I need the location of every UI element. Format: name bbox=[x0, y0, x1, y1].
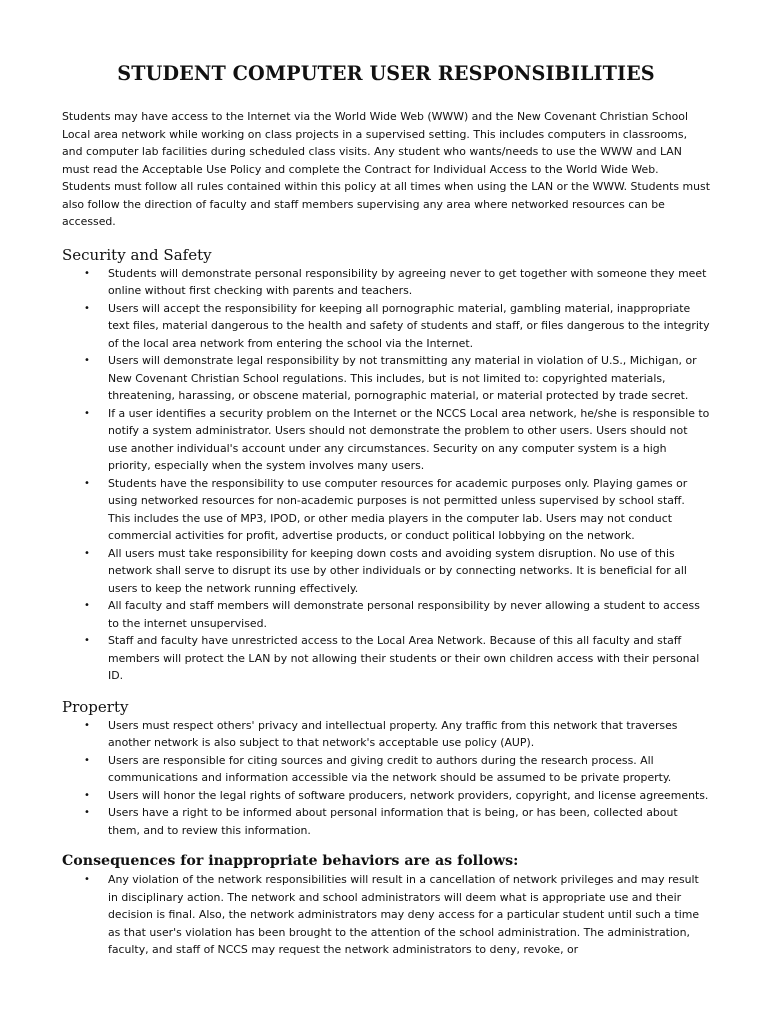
list-item bbox=[62, 597, 710, 632]
list-item-text: If a user identifies a security problem on the Internet or the NCCS Local area network, he/she is responsible to notify a system administrator. Users should not demonstrate the problem to other users. Users should not use another individual's account under any circumstances. Security on any computer system is a high priority, especially when the system involves many users. bbox=[108, 406, 710, 472]
bullet-list bbox=[62, 871, 710, 959]
bullet-icon: • bbox=[84, 267, 90, 279]
list-item bbox=[62, 804, 710, 839]
list-item-text: Users will accept the responsibility for keeping all pornographic material, gambling material, inappropriate text files, material dangerous to the health and safety of students and staff, or files dangerous to the integrity of the local area network from entering the school via the Internet. bbox=[108, 301, 710, 350]
list-item bbox=[62, 632, 710, 685]
list-item bbox=[62, 871, 710, 959]
section-heading: Property bbox=[62, 697, 129, 716]
list-item-text: Students will demonstrate personal responsibility by agreeing never to get together with someone they meet online without first checking with parents and teachers. bbox=[108, 266, 707, 297]
list-item-text: Users have a right to be informed about personal information that is being, or has been, collected about them, and to review this information. bbox=[108, 806, 678, 837]
section-consequences bbox=[62, 851, 710, 959]
bullet-icon: • bbox=[84, 754, 90, 766]
list-item-text: All faculty and staff members will demonstrate personal responsibility by never allowing a student to access to the internet unsupervised. bbox=[108, 599, 700, 630]
section-property bbox=[62, 697, 710, 840]
section-security-and-safety bbox=[62, 245, 710, 685]
bullet-icon: • bbox=[84, 302, 90, 314]
list-item-text: Any violation of the network responsibilities will result in a cancellation of network privileges and may result in disciplinary action. The network and school administrators will deem what is appropriate use and their decision is final. Also, the network administrators may deny access for a particular student until such a time as that user's violation has been brought to the attention of the school administration. The administration, faculty, and staff of NCCS may request the network administrators to deny, revoke, or bbox=[108, 873, 700, 956]
list-item-text: Users are responsible for citing sources and giving credit to authors during the research process. All communications and information accessible via the network should be assumed to be private property. bbox=[108, 753, 672, 784]
list-item bbox=[62, 405, 710, 475]
bullet-list bbox=[62, 717, 710, 840]
section-heading: Consequences for inappropriate behaviors are as follows: bbox=[62, 853, 519, 869]
list-item-text: Students have the responsibility to use computer resources for academic purposes only. Playing games or using networked resources for non-academic purposes is not permitted unless supervised by school staff. This includes the use of MP3, IPOD, or other media players in the computer lab. Users may not conduct commercial activities for profit, advertise products, or conduct political lobbying on the network. bbox=[108, 476, 688, 542]
bullet-icon: • bbox=[84, 355, 90, 366]
bullet-list bbox=[62, 265, 710, 685]
bullet-icon: • bbox=[84, 789, 90, 801]
bullet-icon: • bbox=[84, 635, 90, 646]
bullet-icon: • bbox=[84, 719, 90, 731]
list-item bbox=[62, 300, 710, 353]
list-item-text: All users must take responsibility for keeping down costs and avoiding system disruption. No use of this network shall serve to disrupt its use by other individuals or by connecting networks. It is beneficial for all users to keep the network running effectively. bbox=[108, 546, 687, 595]
document-title: STUDENT COMPUTER USER RESPONSIBILITIES bbox=[117, 62, 655, 85]
bullet-icon: • bbox=[84, 874, 90, 885]
list-item bbox=[62, 265, 710, 300]
list-item-text: Users must respect others' privacy and intellectual property. Any traffic from this network that traverses another network is also subject to that network's acceptable use policy (AUP). bbox=[108, 718, 678, 749]
list-item bbox=[62, 475, 710, 545]
list-item-text: Staff and faculty have unrestricted access to the Local Area Network. Because of this all faculty and staff members will protect the LAN by not allowing their students or their own children access with their personal ID. bbox=[108, 634, 700, 682]
bullet-icon: • bbox=[84, 547, 90, 559]
bullet-icon: • bbox=[84, 407, 90, 419]
intro-paragraph: Students may have access to the Internet via the World Wide Web (WWW) and the New Covenant Christian School Local area network while working on class projects in a supervised setting. This includes computers in classrooms, and computer lab facilities during scheduled class visits. Any student who wants/needs to use the WWW and LAN must read the Acceptable Use Policy and complete the Contract for Individual Access to the World Wide Web. Students must follow all rules contained within this policy at all times when using the LAN or the WWW. Students must also follow the direction of faculty and staff members supervising any area where networked resources can be accessed. bbox=[62, 110, 710, 228]
section-heading: Security and Safety bbox=[62, 245, 212, 264]
bullet-icon: • bbox=[84, 600, 90, 611]
list-item bbox=[62, 752, 710, 787]
list-item bbox=[62, 352, 710, 405]
list-item-text: Users will demonstrate legal responsibility by not transmitting any material in violation of U.S., Michigan, or New Covenant Christian School regulations. This includes, but is not limited to: copyrighted materials, threatening, harassing, or obscene material, pornographic material, or material protected by trade secret. bbox=[108, 354, 697, 402]
document-page bbox=[62, 58, 710, 971]
list-item-text: Users will honor the legal rights of software producers, network providers, copyright, and license agreements. bbox=[108, 788, 709, 802]
list-item bbox=[62, 717, 710, 752]
list-item bbox=[62, 787, 710, 805]
bullet-icon: • bbox=[84, 477, 90, 489]
list-item bbox=[62, 545, 710, 598]
bullet-icon: • bbox=[84, 807, 90, 818]
